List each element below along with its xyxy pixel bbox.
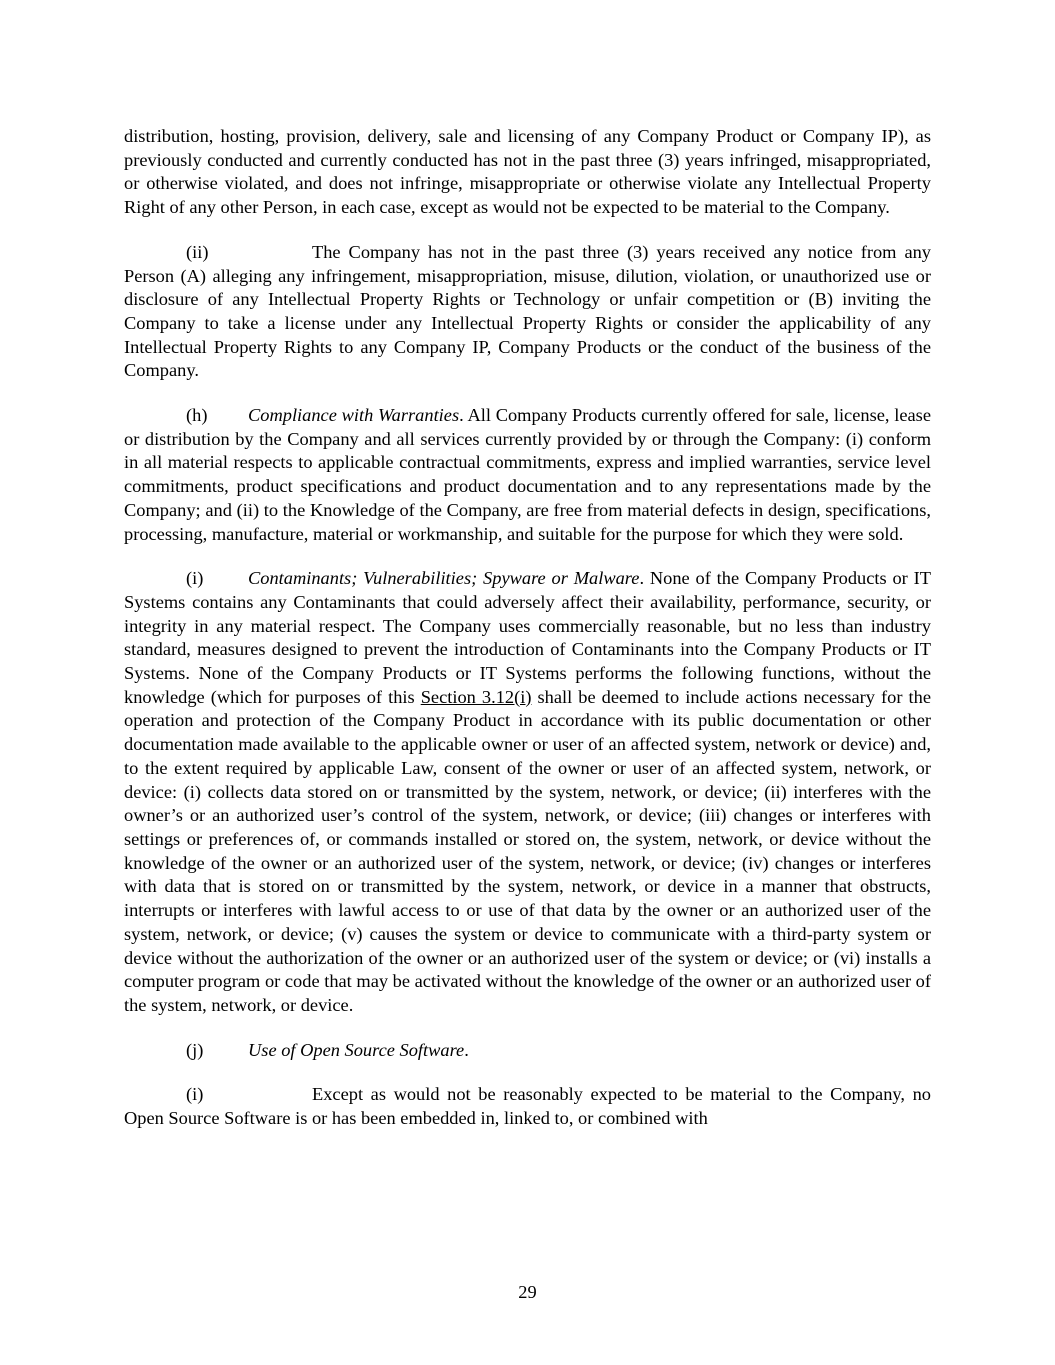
paragraph-text: Except as would not be reasonably expected to be material to the Company, no Open Source Software is or has been embedded in, linked to, or combined with [124, 1084, 931, 1129]
paragraph-text: . None of the Company Products or IT Systems contains any Contaminants that could adversely affect their availability, performance, security, or integrity in any material respect. The Company uses commercially reasonable, but no less than industry standard, measures designed to prevent the introduction of Contaminants into the Company Products or IT Systems. None of the Company Products or IT Systems performs the following functions, without the knowledge (which for purposes of this [124, 568, 931, 707]
section-marker: (h) [186, 405, 208, 426]
paragraph-ip-infringement-tail [124, 125, 931, 220]
paragraph-section-j [124, 1039, 931, 1063]
section-marker: (i) [186, 568, 204, 589]
paragraph-section-i [124, 567, 931, 1017]
section-cross-reference: Section 3.12(i) [420, 686, 532, 707]
paragraph-open-source-i [124, 1083, 931, 1130]
page-number: 29 [518, 1282, 537, 1302]
paragraph-notice-ii [124, 241, 931, 383]
section-marker: (j) [186, 1039, 204, 1060]
section-heading: Compliance with Warranties [248, 405, 460, 426]
document-page [124, 125, 931, 1152]
paragraph-text: The Company has not in the past three (3) years received any notice from any Person (A) alleging any infringement, misappropriation, misuse, dilution, violation, or unauthorized use or disclosure of any Intellectual Property Rights or Technology or unfair competition or (B) inviting the Company to take a license under any Intellectual Property Rights or consider the applicability of any Intellectual Property Rights to any Company IP, Company Products or the conduct of the business of the Company. [124, 241, 931, 381]
paragraph-text: . All Company Products currently offered for sale, license, lease or distribution by the Company and all services currently provided by or through the Company: (i) conform in all material respects to applicable contractual commitments, express and implied warranties, service level commitments, product specifications and product documentation and to any representations made by the Company; and (ii) to the Knowledge of the Company, are free from material defects in design, specifications, processing, manufacture, material or workmanship, and suitable for the purpose for which they were sold. [124, 405, 931, 544]
section-heading: Use of Open Source Software [248, 1039, 465, 1060]
section-heading: Contaminants; Vulnerabilities; Spyware or Malware [248, 568, 640, 589]
paragraph-text: distribution, hosting, provision, delivery, sale and licensing of any Company Product or Company IP), as previously conducted and currently conducted has not in the past three (3) years infringed, misappropriated, or otherwise violated, and does not infringe, misappropriate or otherwise violate any Intellectual Property Right of any other Person, in each case, except as would not be expected to be material to the Company. [124, 126, 931, 218]
paragraph-section-h [124, 404, 931, 546]
paragraph-text: shall be deemed to include actions necessary for the operation and protection of the Company Product in accordance with its public documentation or other documentation made available to the applicable owner or user of an affected system, network or device) and, to the extent required by applicable Law, consent of the owner or user of an affected system, network, or device: (i) collects data stored on or transmitted by the system, network, or device; (ii) interferes with the owner’s or an authorized user’s control of the system, network, or device; (iii) changes or interferes with settings or preferences of, or commands installed or stored on, the system, network, or device without the knowledge of the owner or an authorized user of the system, network, or device; (iv) changes or interferes with data that is stored on or transmitted by the system, network, or device in a manner that obstructs, interrupts or interferes with lawful access to or use of that data by the owner or an authorized user of the system, network, or device; (v) causes the system or device to communicate with a third-party system or device without the authorization of the owner or an authorized user of the system or device; or (vi) installs a computer program or code that may be activated without the knowledge of the owner or an authorized user of the system, network, or device. [124, 686, 931, 1015]
paragraph-text: . [464, 1039, 469, 1060]
clause-marker: (ii) [186, 241, 209, 262]
clause-marker: (i) [186, 1084, 204, 1105]
